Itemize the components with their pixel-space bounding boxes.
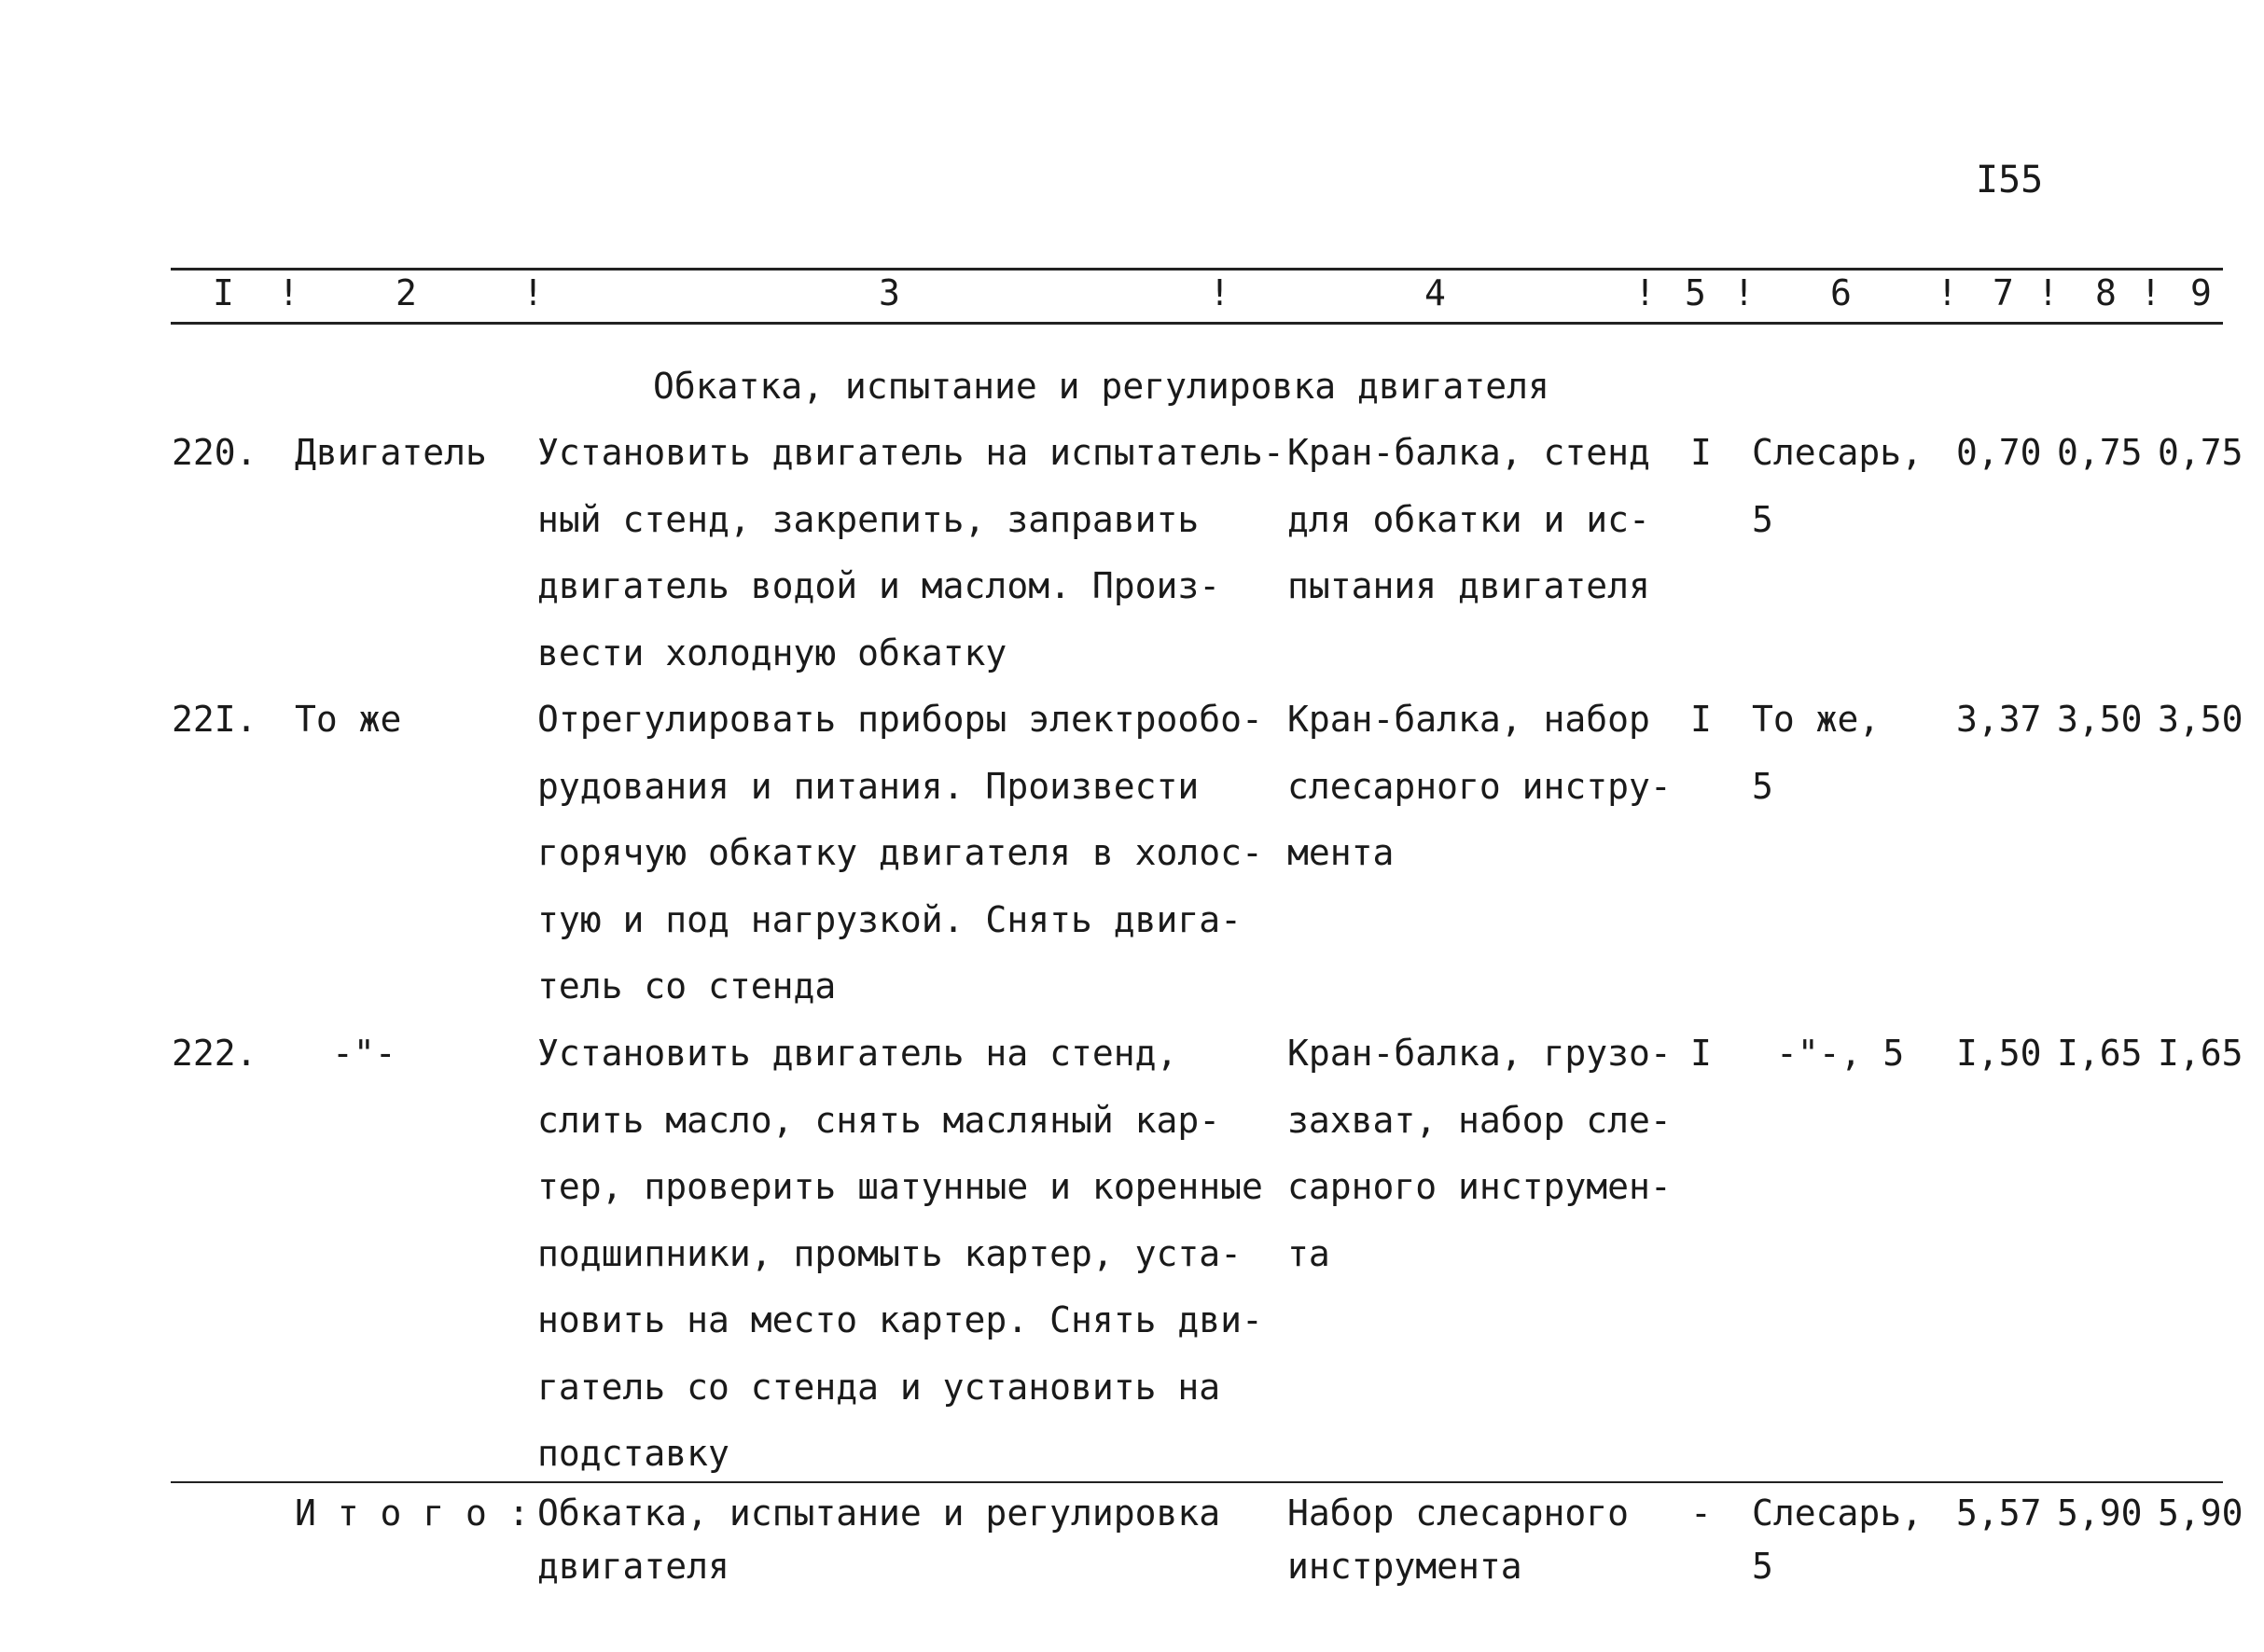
row-col5: I [1690,1033,1712,1074]
header-col-6: 6 [1830,272,1852,313]
header-sep: ! [522,272,544,313]
row-col9: 3,50 [2158,699,2243,740]
row-col8: I,65 [2057,1033,2143,1074]
equipment-line: Кран-балка, грузо- [1287,1033,1672,1074]
totals-rule [171,1481,2223,1483]
header-col-9: 9 [2190,272,2212,313]
header-sep: ! [2037,272,2059,313]
worker-line: -"-, 5 [1776,1033,1905,1074]
row-col5: I [1690,432,1712,473]
header-sep: ! [278,272,299,313]
header-col-5: 5 [1685,272,1706,313]
row-worker [1752,687,1880,820]
totals-work-line: двигателя [537,1546,729,1587]
equipment-line: сарного инструмен- [1287,1166,1672,1207]
row-col7: 0,70 [1956,432,2042,473]
header-col-8: 8 [2095,272,2117,313]
work-line: новить на место картер. Снять дви- [537,1299,1263,1340]
equipment-line: Кран-балка, набор [1287,699,1650,740]
row-equipment [1287,1020,1672,1287]
totals-work [537,1487,1220,1593]
work-line: рудования и питания. Произвести [537,765,1200,807]
totals-col9: 5,90 [2158,1492,2243,1534]
work-line: подшипники, промыть картер, уста- [537,1232,1242,1274]
row-number: 222. [172,1033,257,1074]
equipment-line: Кран-балка, стенд [1287,432,1650,473]
totals-col5: - [1690,1492,1712,1534]
row-object: Двигатель [295,432,487,473]
header-sep: ! [1209,272,1230,313]
row-col9: 0,75 [2158,432,2243,473]
worker-line: 5 [1752,765,1773,807]
work-line: подставку [537,1433,729,1474]
totals-worker-line: 5 [1752,1546,1773,1587]
row-equipment [1287,420,1650,620]
header-col-3: 3 [879,272,900,313]
row-object: То же [295,699,402,740]
totals-worker [1752,1487,1923,1593]
equipment-line: мента [1287,832,1395,873]
work-line: вести холодную обкатку [537,632,1007,673]
row-col7: I,50 [1956,1033,2042,1074]
row-work-description [537,687,1263,1020]
page-number: I55 [1976,159,2044,201]
row-col5: I [1690,699,1712,740]
row-worker [1752,420,1923,553]
equipment-line: захват, набор сле- [1287,1099,1672,1141]
row-work-description [537,420,1285,687]
work-line: ный стенд, закрепить, заправить [537,498,1200,540]
header-bottom-rule [171,322,2223,325]
work-line: тую и под нагрузкой. Снять двига- [537,898,1242,940]
header-sep: ! [1634,272,1656,313]
row-equipment [1287,687,1672,887]
totals-col7: 5,57 [1956,1492,2042,1534]
header-sep: ! [1733,272,1755,313]
work-line: тель со стенда [537,965,837,1006]
row-work-description [537,1020,1263,1488]
work-line: горячую обкатку двигателя в холос- [537,832,1263,873]
worker-line: Слесарь, [1752,432,1924,473]
work-line: Отрегулировать приборы электрообо- [537,699,1263,740]
worker-line: То же, [1752,699,1881,740]
work-line: Установить двигатель на испытатель- [537,432,1285,473]
section-title: Обкатка, испытание и регулировка двигателя [653,366,1549,407]
totals-equipment-line: инструмента [1287,1546,1522,1587]
equipment-line: та [1287,1232,1330,1274]
row-col8: 0,75 [2057,432,2143,473]
header-col-2: 2 [396,272,417,313]
header-sep: ! [1937,272,1958,313]
header-col-4: 4 [1424,272,1446,313]
equipment-line: для обкатки и ис- [1287,498,1650,540]
row-worker [1776,1020,1904,1088]
row-col8: 3,50 [2057,699,2143,740]
totals-equipment-line: Набор слесарного [1287,1492,1630,1534]
header-sep: ! [2140,272,2161,313]
work-line: Установить двигатель на стенд, [537,1033,1178,1074]
worker-line: 5 [1752,498,1773,540]
header-col-1: I [213,272,234,313]
work-line: двигатель водой и маслом. Произ- [537,565,1221,606]
work-line: гатель со стенда и установить на [537,1366,1221,1408]
row-number: 220. [172,432,257,473]
totals-work-line: Обкатка, испытание и регулировка [537,1492,1221,1534]
totals-label: И т о г о : [295,1492,530,1534]
equipment-line: слесарного инстру- [1287,765,1672,807]
work-line: тер, проверить шатунные и коренные [537,1166,1263,1207]
work-line: слить масло, снять масляный кар- [537,1099,1221,1141]
row-col7: 3,37 [1956,699,2042,740]
totals-col8: 5,90 [2057,1492,2143,1534]
totals-equipment [1287,1487,1629,1593]
equipment-line: пытания двигателя [1287,565,1650,606]
header-col-7: 7 [1993,272,2014,313]
row-number: 22I. [172,699,257,740]
row-col9: I,65 [2158,1033,2243,1074]
row-object: -"- [332,1033,396,1074]
totals-worker-line: Слесарь, [1752,1492,1924,1534]
header-top-rule [171,268,2223,271]
